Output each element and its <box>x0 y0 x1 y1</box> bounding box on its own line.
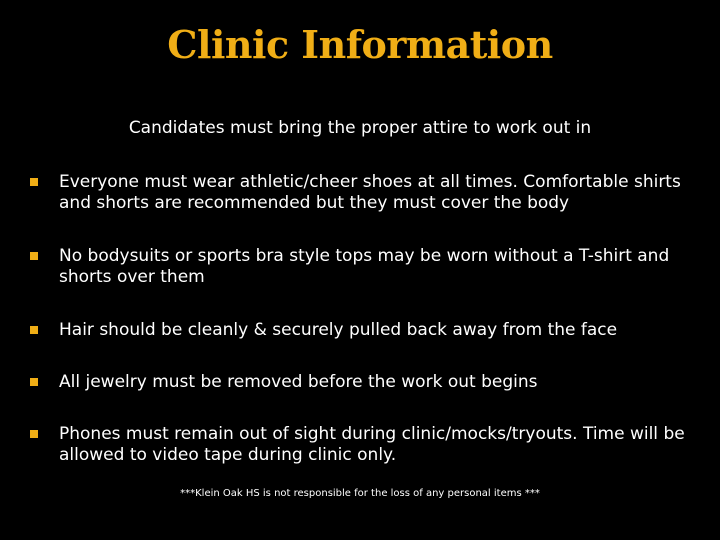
square-bullet-icon <box>30 430 38 438</box>
bullet-item <box>30 372 700 393</box>
bullet-text: No bodysuits or sports bra style tops may be worn without a T-shirt and shorts over them <box>59 246 670 287</box>
bullet-text: Hair should be cleanly & securely pulled back away from the face <box>59 320 618 340</box>
square-bullet-icon <box>30 378 38 386</box>
square-bullet-icon <box>30 252 38 260</box>
bullet-text: All jewelry must be removed before the work out begins <box>59 372 538 392</box>
slide-title: Clinic Information <box>167 22 553 67</box>
bullet-item <box>30 172 700 214</box>
disclaimer-footnote: ***Klein Oak HS is not responsible for the loss of any personal items *** <box>180 488 540 499</box>
bullet-item <box>30 246 700 288</box>
square-bullet-icon <box>30 326 38 334</box>
slide-subtitle: Candidates must bring the proper attire to work out in <box>128 118 592 138</box>
bullet-text: Phones must remain out of sight during clinic/mocks/tryouts. Time will be allowed to video tape during clinic only. <box>59 424 685 465</box>
bullet-item <box>30 320 700 341</box>
bullet-text: Everyone must wear athletic/cheer shoes at all times. Comfortable shirts and shorts are recommended but they must cover the body <box>59 172 681 213</box>
bullet-item <box>30 424 700 466</box>
square-bullet-icon <box>30 178 38 186</box>
